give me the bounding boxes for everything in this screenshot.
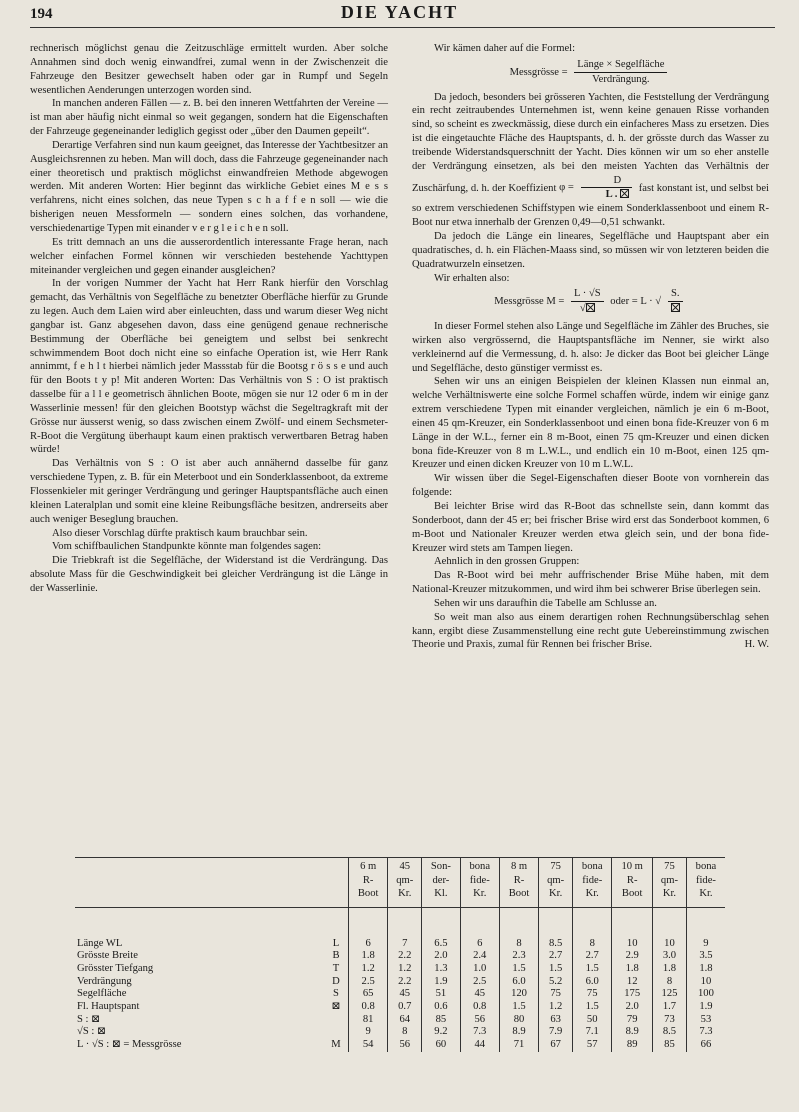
- paragraph: Wir wissen über die Segel-Eigenschaften dieser Boote von vornherein das folgende:: [412, 473, 769, 499]
- paragraph: Das R-Boot wird bei mehr auffrischender Brise Mühe haben, mit dem National-Kreuzer mitzukommen, und wird ihm bei schwerer Brise überlegen sein.: [412, 570, 769, 596]
- denominator: Verdrängung.: [592, 73, 650, 85]
- root-sign: √: [579, 303, 586, 315]
- column-header-line: 6 m: [360, 861, 377, 872]
- table-row: [75, 1001, 725, 1014]
- table-cell: 1.5: [499, 963, 538, 976]
- hauptspant-symbol-icon: [671, 303, 680, 312]
- table-cell: 60: [422, 1039, 460, 1052]
- column-header-line: 75: [550, 861, 561, 872]
- denominator: [581, 188, 632, 202]
- column-header-line: bona: [469, 861, 491, 872]
- row-label: Länge WL: [77, 937, 123, 949]
- header-blank: [75, 858, 324, 907]
- column-header-line: fide-: [582, 874, 603, 886]
- data-table-wrap: [75, 858, 725, 1052]
- column-header-line: der-: [432, 874, 450, 886]
- column-header: [460, 858, 499, 907]
- table-cell: 81: [349, 1014, 388, 1027]
- hauptspant-symbol-icon: [620, 189, 629, 198]
- row-label: L · √S : ⊠ = Messgrösse: [77, 1039, 182, 1051]
- table-cell: 0.8: [349, 1001, 388, 1014]
- table-row: [75, 907, 725, 950]
- row-label: S : ⊠: [77, 1013, 101, 1025]
- paragraph: Bei leichter Brise wird das R-Boot das schnellste sein, dann kommt das Sonderboot, dann der 45 er; bei frischer Brise wird erst das Sonderboot kommen, 6 m-Boot und Nationaler Kreuzer werden etwa gleich sein, und der bona fide-Kreuzer wird stets am Tampen liegen.: [412, 501, 769, 554]
- table-cell: 66: [686, 1039, 725, 1052]
- left-column: [30, 42, 388, 596]
- table-cell: 3.0: [653, 950, 687, 963]
- table-cell: 50: [573, 1014, 612, 1027]
- paragraph-text: fast konstant ist, und selbst bei so extrem verschiedenen Schiffstypen wie einem Sonderklassenboot und einem R-Boot nur etwa innerhalb der Grenzen 0,49—0,51 schwankt.: [412, 182, 769, 229]
- table-cell: 7: [388, 907, 422, 950]
- table-row: [75, 1014, 725, 1027]
- row-label: Verdrängung: [77, 975, 132, 987]
- table-cell: 5.2: [539, 976, 573, 989]
- column-header-line: Kr.: [662, 888, 677, 899]
- paragraph: Sehen wir uns daraufhin die Tabelle am Schlusse an.: [434, 597, 657, 609]
- table-cell: 44: [460, 1039, 499, 1052]
- formula-middle: oder = L · √: [610, 296, 662, 308]
- column-header-line: R-: [513, 874, 525, 886]
- table-cell: 2.5: [460, 976, 499, 989]
- formula-messgroesse-2: [412, 287, 769, 316]
- author-signature: H. W.: [744, 639, 769, 651]
- column-header-line: 10 m: [621, 861, 643, 872]
- table-row: [75, 1039, 725, 1052]
- column-header-line: Kl.: [434, 888, 448, 899]
- row-symbol: T: [332, 962, 340, 974]
- row-symbol: ⊠: [331, 1001, 341, 1013]
- column-header-line: qm-: [660, 874, 678, 886]
- paragraph-text: So weit man also aus einem derartigen rohen Rechnungsüberschlag sehen kann, ergibt diese Zusammenstellung eine recht gute Uebereinstimmung zwischen Theorie und Praxis, zumal für Rennen bei frischer Brise.: [412, 611, 769, 651]
- table-cell: 45: [460, 988, 499, 1001]
- fraction: [581, 174, 632, 203]
- table-cell: 2.5: [349, 976, 388, 989]
- table-cell: 7.1: [573, 1026, 612, 1039]
- column-header: [499, 858, 538, 907]
- table-cell: 7.9: [539, 1026, 573, 1039]
- row-symbol: B: [332, 950, 340, 962]
- paragraph: In dieser Formel stehen also Länge und Segelfläche im Zähler des Bruches, sie wirken also vergrössernd, die Hauptspantsfläche im Nenner, sie wirkt also verkleinernd auf die Vermessung, d. h. also: Je dicker das Boot bei gleicher Länge und Segelfläche, desto günstiger vermisst es.: [412, 321, 769, 374]
- table-cell: 8.9: [499, 1026, 538, 1039]
- table-cell: 64: [388, 1014, 422, 1027]
- column-header: [388, 858, 422, 907]
- table-cell: 1.8: [653, 963, 687, 976]
- table-cell: 9: [686, 907, 725, 950]
- paragraph-text: Da jedoch, besonders bei grösseren Yachten, die Feststellung der Verdrängung ein recht zeitraubendes Unternehmen ist, wenn keine genauen Risse vorhanden sind, so scheint es zweckmässig, diese durch ein einfacheres Mass zu ersetzen. Dies ist die eingetauchte Fläche des Hauptspants, d. h. der grösste durch das Wasser zu treibende Widerstandsquerschnitt der Yacht. Dies können wir um so eher anstelle der Verdrängung einsetzen, als bei den meisten Yachten das Verhältnis der Zuschärfung, d. h. der Koeffizient: [412, 91, 769, 194]
- table-cell: 2.3: [499, 950, 538, 963]
- paragraph: Wir erhalten also:: [434, 272, 510, 284]
- table-cell: 2.7: [573, 950, 612, 963]
- table-cell: 71: [499, 1039, 538, 1052]
- fraction: [574, 58, 667, 87]
- column-header-line: 8 m: [510, 861, 528, 872]
- column-header-line: fide-: [695, 874, 716, 886]
- table-cell: 73: [653, 1014, 687, 1027]
- paragraph: In der vorigen Nummer der Yacht hat Herr Rank hierfür den Vorschlag gemacht, das Verhältnis von Segelfläche zu benetzter Oberfläche hierfür zu Grunde zu legen. Auch dem Laien wird aber einleuchten, dass und warum dieser Weg nicht gangbar ist. Ganz abgesehen davon, dass eine genügend genaue rechnerische Bestimmung der Oberfläche bei geneigtem und selbst bei senkrecht schwimmendem Boot doch nicht eine so einfache Operation ist, wie Herr Rank annimmt, f e h l t hierbei nämlich jeder Massstab für die Bootsg r ö s s e und auch für den Boots t y p! Mit anderen Worten: Das Verhältnis von S : O ist praktisch dasselbe für a l l e geometrisch ähnlichen Boote, mögen sie nur 12 oder 6 m in der Wasserlinie messen! für den gleichen Bootstyp wächst die Segeltragkraft mit der Grösse nur äusserst wenig, so dass zwischen einem Zwölf- und einem Sechsmeter-R-Boot die Vergütung überhaupt kaum einen praktisch verwertbaren Betrag haben würde!: [30, 278, 388, 456]
- paragraph: Das Verhältnis von S : O ist aber auch annähernd dasselbe für ganz verschiedene Typen, z. B. für ein Meterboot und ein Sonderklassenboot, da extreme Flossenkieler mit geringer Verdrängung und geringer Hauptspantsfläche auch einen kleinen Lateralplan und somit eine kleine Reibungsfläche besitzen, andrerseits aber auch weniger Beseglung brauchen.: [30, 458, 388, 525]
- table-cell: 0.6: [422, 1001, 460, 1014]
- column-header: [539, 858, 573, 907]
- row-label: Segelfläche: [77, 988, 127, 1000]
- table-cell: 125: [653, 988, 687, 1001]
- column-header-line: qm-: [547, 874, 565, 886]
- table-row: [75, 976, 725, 989]
- column-header-line: Kr.: [549, 888, 563, 899]
- table-cell: 8.5: [653, 1026, 687, 1039]
- row-label: Fl. Hauptspant: [77, 1001, 140, 1013]
- row-label: Grösste Breite: [77, 950, 138, 962]
- table-cell: 120: [499, 988, 538, 1001]
- coefficient-formula: [559, 174, 639, 201]
- column-header: [612, 858, 653, 907]
- table-cell: 0.8: [460, 1001, 499, 1014]
- denominator: [571, 302, 604, 316]
- table-cell: 2.9: [612, 950, 653, 963]
- paragraph: Da jedoch die Länge ein lineares, Segelfläche und Hauptspant aber ein quadratisches, d. h. ein Flächen-Maass sind, so müssen wir von letzteren beiden die Quadratwurzeln einsetzen.: [412, 230, 769, 270]
- table-cell: 1.0: [460, 963, 499, 976]
- table-cell: 1.7: [653, 1001, 687, 1014]
- table-cell: 7.3: [686, 1026, 725, 1039]
- table-cell: 0.7: [388, 1001, 422, 1014]
- fraction: [668, 287, 683, 316]
- row-symbol: L: [332, 937, 340, 949]
- table-cell: 9.2: [422, 1026, 460, 1039]
- table-cell: 85: [653, 1039, 687, 1052]
- table-cell: 75: [539, 988, 573, 1001]
- column-header: [686, 858, 725, 907]
- column-header-line: Boot: [508, 888, 530, 899]
- paragraph: [412, 611, 769, 653]
- numerator: D: [581, 174, 632, 189]
- table-cell: 1.5: [499, 1001, 538, 1014]
- table-cell: 8: [499, 907, 538, 950]
- column-header-line: R-: [362, 874, 374, 886]
- table-row: [75, 1026, 725, 1039]
- paragraph: Derartige Verfahren sind nun kaum geeignet, das Interesse der Yachtbesitzer an Ausgleichsrennen zu heben. Man will doch, dass die Fahrzeuge gegeneinander nach einer theoretisch und praktisch möglichst einwandfreien Methode abgewogen werden. Mit anderen Worten: Hier beginnt das wirkliche Gebiet eines M e s s verfahrens, nicht eines solchen, das neue Typen s c h a f f e n soll — wie die bisherigen neuen Messformeln — sondern eines solchen, das vorhandene, verschiedenartige Typen mit einander v e r g l e i c h e n soll.: [30, 139, 388, 234]
- row-symbol: [324, 1014, 349, 1027]
- column-header-line: Kr.: [473, 888, 487, 899]
- table-cell: 1.8: [349, 950, 388, 963]
- numerator: S.: [668, 287, 683, 302]
- table-cell: 8.5: [539, 907, 573, 950]
- table-cell: 10: [612, 907, 653, 950]
- table-header-row: [75, 858, 725, 907]
- table-cell: 6: [460, 907, 499, 950]
- fraction: [571, 287, 604, 316]
- table-cell: 89: [612, 1039, 653, 1052]
- table-cell: 65: [349, 988, 388, 1001]
- column-header-line: Son-: [430, 861, 451, 872]
- table-cell: 10: [686, 976, 725, 989]
- paragraph: Es tritt demnach an uns die ausserordentlich interessante Frage heran, nach welcher einfachen Formel können wir verschieden bestehende Yachttypen miteinander vergleichen und gegen einander ausgleichen?: [30, 236, 388, 276]
- table-cell: 1.2: [539, 1001, 573, 1014]
- running-title: DIE YACHT: [340, 2, 459, 22]
- table-cell: 1.5: [573, 963, 612, 976]
- column-header-line: Boot: [357, 888, 379, 899]
- table-row: [75, 963, 725, 976]
- column-header-line: Kr.: [699, 888, 713, 899]
- column-header-line: bona: [695, 861, 717, 872]
- table-cell: 2.2: [388, 950, 422, 963]
- yacht-comparison-table: [75, 858, 725, 1052]
- formula-messgroesse-1: [412, 58, 769, 87]
- column-header: [422, 858, 460, 907]
- column-header-line: qm-: [396, 874, 414, 886]
- paragraph: In manchen anderen Fällen — z. B. bei den inneren Wettfahrten der Vereine — ist man aber häufig nicht einmal so weit gegangen, sondern hat die Eigenschaften der Fahrzeuge gegeneinander lediglich gegisst oder „über den Daumen gepeilt“.: [30, 98, 388, 138]
- table-cell: 85: [422, 1014, 460, 1027]
- paragraph: Wir kämen daher auf die Formel:: [434, 43, 576, 54]
- paragraph: Aehnlich in den grossen Gruppen:: [434, 556, 580, 568]
- paragraph: Sehen wir uns an einigen Beispielen der kleinen Klassen nun einmal an, welche Verhältniswerte eine solche Formel schaffen würde, indem wir einige ganz extrem verschiedene Typen mit einander vergleichen, nämlich je ein 6 m-Boot, einen 45 qm-Kreuzer, ein Sonderklassenboot und einen bona fide-Kreuzer von 6 m Länge in der W.L., ferner ein 8 m-Boot, einen 75 qm-Kreuzer und einen dicken bona fide-Kreuzer von 8 m L.W.L., und endlich ein 10 m-Boot, einen 125 qm-Kreuzer und einen dicken Kreuzer von 10 m L.W.L.: [412, 376, 769, 471]
- column-header-line: R-: [626, 874, 638, 886]
- table-body: [75, 907, 725, 1052]
- table-cell: 80: [499, 1014, 538, 1027]
- denominator: [668, 302, 683, 316]
- table-row: [75, 988, 725, 1001]
- table-cell: 1.9: [686, 1001, 725, 1014]
- numerator: Länge × Segelfläche: [574, 58, 667, 73]
- row-label: Grösster Tiefgang: [77, 962, 154, 974]
- row-symbol: [324, 1026, 349, 1039]
- table-cell: 79: [612, 1014, 653, 1027]
- table-cell: 9: [349, 1026, 388, 1039]
- row-symbol: D: [332, 975, 340, 987]
- header-rule: [30, 27, 775, 28]
- table-cell: 6.5: [422, 907, 460, 950]
- table-cell: 75: [573, 988, 612, 1001]
- column-header-line: 45: [399, 861, 411, 872]
- table-row: [75, 950, 725, 963]
- table-cell: 12: [612, 976, 653, 989]
- table-cell: 7.3: [460, 1026, 499, 1039]
- header-blank: [324, 858, 349, 907]
- paragraph: rechnerisch möglichst genau die Zeitzuschläge ermittelt wurden. Aber solche Annahmen sind doch wenig einwandfrei, zumal wenn in der Zwischenzeit die Fahrzeuge den Besitzer gewechselt haben oder gar in Rumpf und Segeln wesentlichen Aenderungen unterzogen worden sind.: [30, 43, 388, 96]
- table-cell: 51: [422, 988, 460, 1001]
- table-cell: 6: [349, 907, 388, 950]
- table-cell: 6.0: [573, 976, 612, 989]
- column-header-line: 75: [664, 861, 675, 872]
- formula-lhs: Messgrösse =: [509, 66, 568, 78]
- table-cell: 1.2: [388, 963, 422, 976]
- table-cell: 6.0: [499, 976, 538, 989]
- table-cell: 1.8: [686, 963, 725, 976]
- denominator-text: L .: [605, 189, 618, 201]
- column-header: [349, 858, 388, 907]
- paragraph: Vom schiffbaulichen Standpunkte könnte man folgendes sagen:: [52, 541, 322, 553]
- hauptspant-symbol-icon: [586, 303, 595, 312]
- row-symbol: M: [331, 1039, 341, 1051]
- column-header: [653, 858, 687, 907]
- column-header-line: Kr.: [585, 888, 599, 899]
- column-header-line: bona: [581, 861, 603, 872]
- table-cell: 67: [539, 1039, 573, 1052]
- table-cell: 2.4: [460, 950, 499, 963]
- row-symbol: S: [333, 988, 339, 1000]
- right-column: [412, 42, 769, 652]
- table-cell: 2.2: [388, 976, 422, 989]
- table-cell: 1.9: [422, 976, 460, 989]
- formula-lhs: Messgrösse M =: [494, 296, 565, 308]
- table-cell: 57: [573, 1039, 612, 1052]
- column-header-line: fide-: [469, 874, 490, 886]
- column-header-line: Kr.: [398, 888, 412, 899]
- table-cell: 1.8: [612, 963, 653, 976]
- table-cell: 175: [612, 988, 653, 1001]
- coefficient-symbol: φ =: [559, 182, 574, 194]
- table-cell: 53: [686, 1014, 725, 1027]
- table-cell: 2.0: [612, 1001, 653, 1014]
- table-cell: 54: [349, 1039, 388, 1052]
- table-cell: 56: [388, 1039, 422, 1052]
- table-cell: 1.5: [573, 1001, 612, 1014]
- table-cell: 56: [460, 1014, 499, 1027]
- table-cell: 8.9: [612, 1026, 653, 1039]
- table-cell: 2.0: [422, 950, 460, 963]
- numerator: L · √S: [571, 287, 604, 302]
- table-cell: 8: [388, 1026, 422, 1039]
- row-label: √S : ⊠: [77, 1026, 106, 1038]
- table-cell: 100: [686, 988, 725, 1001]
- table-cell: 8: [653, 976, 687, 989]
- paragraph: Die Triebkraft ist die Segelfläche, der Widerstand ist die Verdrängung. Das absolute Mass für die Geschwindigkeit bei gleicher Verdrängung ist die Länge in der Wasserlinie.: [30, 555, 388, 594]
- paragraph: [412, 91, 769, 230]
- table-cell: 1.5: [539, 963, 573, 976]
- table-cell: 10: [653, 907, 687, 950]
- page-number: 194: [30, 6, 53, 22]
- table-cell: 63: [539, 1014, 573, 1027]
- table-cell: 45: [388, 988, 422, 1001]
- table-cell: 3.5: [686, 950, 725, 963]
- column-header-line: Boot: [621, 888, 643, 899]
- table-cell: 8: [573, 907, 612, 950]
- table-cell: 1.2: [349, 963, 388, 976]
- paragraph: Also dieser Vorschlag dürfte praktisch kaum brauchbar sein.: [52, 527, 308, 539]
- table-cell: 2.7: [539, 950, 573, 963]
- table-cell: 1.3: [422, 963, 460, 976]
- column-header: [573, 858, 612, 907]
